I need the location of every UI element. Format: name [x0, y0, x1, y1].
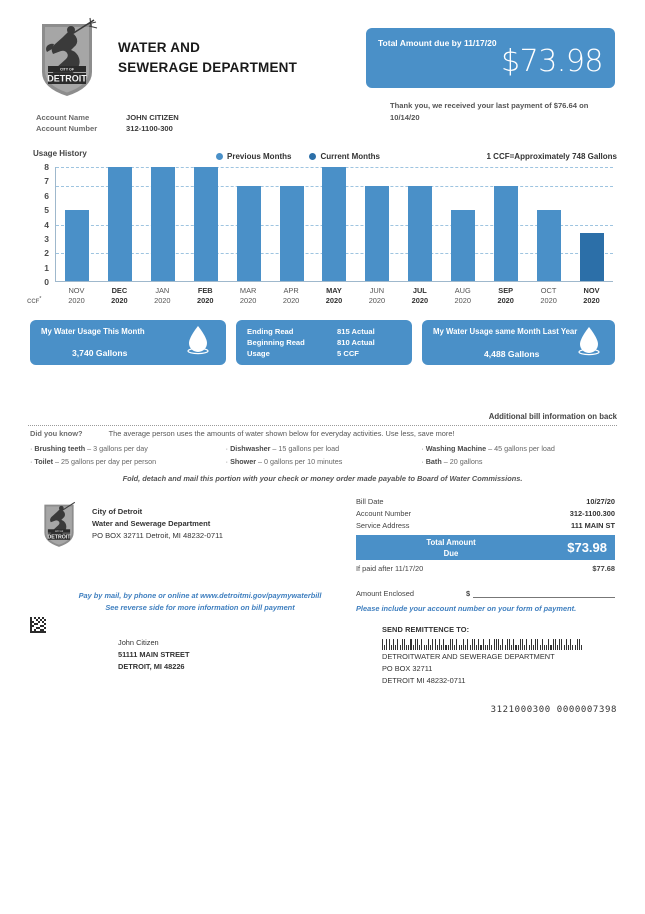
department-title	[118, 38, 297, 77]
water-fact-name: Toilet	[34, 457, 54, 467]
chart-bar-cell	[185, 167, 228, 282]
svg-text:CITY OF: CITY OF	[54, 530, 64, 533]
remittance-line2: PO BOX 32711	[382, 663, 433, 673]
stub-bill-row	[356, 520, 615, 532]
total-amount-due-box	[366, 28, 615, 88]
due-by-label: Total Amount due by 11/17/20	[378, 38, 497, 48]
account-number-value: 312-1100-300	[126, 124, 173, 133]
chart-bar	[580, 233, 604, 282]
remittance-line1: DETROITWATER AND SEWERAGE DEPARTMENT	[382, 651, 555, 661]
usage-last-year-title: My Water Usage same Month Last Year	[433, 327, 578, 336]
chart-bar	[237, 186, 261, 282]
chart-bar	[451, 210, 475, 282]
stub-bill-row	[356, 496, 615, 508]
water-fact-item: · Washing Machine – 45 gallons per load	[421, 444, 555, 453]
due-amount-value: $73.98	[501, 44, 603, 79]
chart-legend	[216, 152, 380, 161]
chart-bar	[365, 186, 389, 282]
chart-bar	[322, 167, 346, 282]
water-fact-name: Dishwasher	[230, 444, 271, 453]
department-title-line2: SEWERAGE DEPARTMENT	[118, 59, 298, 75]
stub-sender-line2: Water and Sewerage Department	[92, 519, 211, 529]
stub-bill-label: Account Number	[356, 508, 412, 518]
stub-sender-line3: PO BOX 32711 Detroit, MI 48232-0711	[92, 531, 223, 541]
stub-total-label-line1: Total Amount	[426, 537, 476, 547]
legend-current-months	[309, 152, 380, 161]
chart-bar	[194, 167, 218, 282]
stub-sender-address	[92, 506, 223, 542]
legend-previous-label: Previous Months	[227, 152, 292, 161]
chart-x-label: JAN 2020	[154, 286, 171, 305]
meter-reads-table	[247, 326, 375, 360]
customer-street: 51111 MAIN STREET	[118, 649, 190, 659]
amount-enclosed-input[interactable]	[473, 587, 615, 598]
meter-read-value: 5 CCF	[337, 349, 359, 359]
chart-x-label: NOV 2020	[68, 286, 85, 305]
usage-history-chart	[33, 162, 613, 287]
chart-x-axis-labels	[55, 286, 613, 306]
water-fact-name: Bath	[425, 457, 442, 467]
payment-instructions	[60, 590, 340, 614]
chart-bar-cell	[442, 167, 485, 282]
customer-name: John Citizen	[118, 638, 159, 647]
chart-bar-cell	[142, 167, 185, 282]
meter-read-label: Ending Read	[247, 327, 294, 336]
water-fact-name: Shower	[230, 457, 257, 467]
water-facts-column	[226, 442, 422, 469]
amount-enclosed-dollar-sign: $	[466, 588, 471, 598]
chart-bar-cell	[484, 167, 527, 282]
water-fact-name: Brushing teeth	[34, 444, 86, 453]
water-facts-column	[30, 442, 226, 469]
remittance-line3: DETROIT MI 48232-0711	[382, 675, 466, 685]
chart-y-axis	[33, 162, 53, 287]
water-fact-item: · Dishwasher – 15 gallons per load	[225, 444, 340, 453]
chart-baseline	[56, 281, 613, 282]
chart-bar-cell	[356, 167, 399, 282]
chart-bar	[537, 210, 561, 282]
chart-y-tick: 7	[44, 176, 49, 187]
include-account-number-note: Please include your account number on your form of payment.	[356, 604, 577, 613]
stub-total-label	[396, 537, 506, 560]
account-info	[36, 113, 179, 135]
account-number-label: Account Number	[36, 124, 98, 133]
did-you-know-label: Did you know?	[30, 429, 83, 438]
legend-dot-previous-icon	[216, 153, 223, 160]
chart-y-tick: 5	[44, 205, 49, 216]
chart-y-tick: 4	[44, 219, 49, 230]
water-fact-item: · Brushing teeth – 3 gallons per day	[30, 444, 148, 453]
water-fact-item: · Bath – 20 gallons	[421, 457, 483, 467]
usage-this-month-amount: 3,740 Gallons	[72, 348, 128, 358]
payment-instructions-line2: See reverse side for more information on bill payment	[105, 602, 295, 612]
stub-total-amount-bar	[356, 535, 615, 560]
stub-sender-line1: City of Detroit	[92, 507, 143, 516]
city-of-detroit-seal-icon	[28, 16, 106, 98]
chart-unit-label: CCF*	[27, 296, 42, 305]
water-fact-name: Washing Machine	[425, 444, 487, 453]
meter-read-label: Beginning Read	[247, 338, 305, 348]
chart-bar-cell	[227, 167, 270, 282]
svg-text:DETROIT: DETROIT	[47, 534, 71, 541]
stub-late-amount-row	[356, 564, 615, 573]
water-drop-icon	[186, 325, 210, 360]
usage-history-title: Usage History	[33, 149, 87, 158]
ocr-scanline: 3121000300 0000007398	[490, 705, 617, 715]
chart-x-label: JUL 2020	[411, 286, 429, 305]
water-fact-detail: – 3 gallons per day	[85, 444, 148, 453]
usage-this-month-box	[30, 320, 226, 365]
water-fact-detail: – 0 gallons per 10 minutes	[256, 457, 343, 467]
water-facts-column	[421, 442, 617, 469]
stub-bill-details	[356, 496, 615, 598]
water-fact-detail: – 25 gallons per day per person	[53, 457, 157, 467]
meter-read-row	[247, 337, 375, 348]
water-fact-item: · Shower – 0 gallons per 10 minutes	[225, 457, 343, 467]
fold-instruction: Fold, detach and mail this portion with your check or money order made payable to Board of Water Commissions.	[122, 474, 523, 483]
datamatrix-code-icon	[30, 617, 46, 633]
stub-bill-rows	[356, 496, 615, 532]
chart-bar-cell	[99, 167, 142, 282]
chart-x-label: OCT 2020	[540, 286, 557, 305]
chart-bar	[108, 167, 132, 282]
usage-last-year-amount: 4,488 Gallons	[484, 349, 540, 359]
water-fact-item: · Toilet – 25 gallons per day per person	[30, 457, 157, 467]
chart-x-label: FEB 2020	[197, 286, 214, 305]
did-you-know-section	[30, 429, 617, 469]
chart-bar-cell	[570, 167, 613, 282]
chart-bar	[65, 210, 89, 282]
account-name-row	[36, 113, 179, 122]
customer-citystate: DETROIT, MI 48226	[118, 661, 185, 671]
meter-read-row	[247, 326, 375, 337]
legend-current-label: Current Months	[320, 152, 381, 161]
additional-info-note: Additional bill information on back	[488, 412, 617, 421]
water-fact-detail: – 45 gallons per load	[486, 444, 555, 453]
account-name-value: JOHN CITIZEN	[126, 113, 179, 122]
chart-y-tick: 2	[44, 248, 49, 259]
meter-read-label: Usage	[247, 349, 270, 359]
chart-x-label: SEP 2020	[497, 286, 514, 305]
chart-x-label: MAY 2020	[325, 286, 343, 305]
chart-y-tick: 1	[44, 262, 49, 273]
svg-text:CITY OF: CITY OF	[59, 67, 75, 72]
chart-x-label: JUN 2020	[368, 286, 386, 305]
did-you-know-header	[30, 429, 617, 438]
chart-y-tick: 0	[44, 277, 49, 287]
chart-x-label: MAR 2020	[239, 286, 257, 305]
remittance-heading: SEND REMITTENCE TO:	[382, 625, 470, 634]
chart-y-tick: 8	[44, 162, 49, 172]
chart-y-tick: 6	[44, 190, 49, 201]
chart-x-label: DEC 2020	[111, 286, 128, 305]
meter-reads-box	[236, 320, 412, 365]
water-fact-detail: – 15 gallons per load	[270, 444, 340, 453]
chart-bar	[280, 186, 304, 282]
chart-bar-cell	[270, 167, 313, 282]
stub-total-value: $73.98	[567, 539, 607, 555]
last-payment-note: Thank you, we received your last payment of $76.64 on 10/14/20	[390, 101, 589, 122]
department-title-line1: WATER AND	[118, 40, 201, 55]
chart-bar-cell	[527, 167, 570, 282]
stub-city-of-detroit-seal-icon	[36, 500, 82, 548]
stub-late-value: $77.68	[592, 563, 615, 573]
stub-bill-value: 111 MAIN ST	[571, 520, 615, 530]
meter-read-value: 815 Actual	[337, 327, 375, 336]
amount-enclosed-label: Amount Enclosed	[356, 588, 414, 598]
chart-bar-cell	[56, 167, 99, 282]
chart-bar	[408, 186, 432, 282]
chart-bars	[56, 167, 613, 282]
stub-total-label-line2: Due	[443, 549, 459, 559]
chart-x-label: AUG 2020	[454, 286, 471, 305]
stub-bill-row	[356, 508, 615, 520]
stub-bill-value: 10/27/20	[586, 497, 615, 506]
postnet-barcode-icon	[382, 638, 582, 650]
stub-bill-label: Bill Date	[356, 497, 384, 506]
water-fact-detail: – 20 gallons	[441, 457, 483, 467]
chart-bar	[494, 186, 518, 282]
did-you-know-intro: The average person uses the amounts of water shown below for everyday activities. Use less, save more!	[108, 429, 455, 438]
payment-instructions-line1: Pay by mail, by phone or online at www.detroitmi.gov/paymywaterbill	[78, 591, 322, 600]
account-name-label: Account Name	[36, 113, 90, 122]
account-number-row	[36, 124, 179, 133]
stub-bill-value: 312-1100.300	[569, 508, 615, 518]
stub-bill-label: Service Address	[356, 520, 410, 530]
svg-text:DETROIT: DETROIT	[47, 73, 87, 84]
amount-enclosed-row	[356, 587, 615, 598]
usage-last-year-box	[422, 320, 615, 365]
meter-read-value: 810 Actual	[337, 338, 375, 348]
chart-plot-area	[55, 167, 613, 282]
chart-bar-cell	[313, 167, 356, 282]
chart-x-label: APR 2020	[282, 286, 300, 305]
chart-y-tick: 3	[44, 233, 49, 244]
meter-read-row	[247, 348, 375, 359]
water-facts-grid	[30, 442, 617, 469]
facts-divider	[28, 425, 617, 426]
usage-this-month-title: My Water Usage This Month	[41, 327, 145, 336]
chart-x-label: NOV 2020	[583, 286, 600, 305]
chart-bar	[151, 167, 175, 282]
stub-late-label: If paid after 11/17/20	[356, 563, 424, 573]
remittance-address	[382, 624, 582, 687]
water-drop-icon	[577, 326, 601, 361]
customer-address	[118, 637, 189, 673]
legend-previous-months	[216, 152, 291, 161]
chart-bar-cell	[399, 167, 442, 282]
ccf-conversion-note: 1 CCF=Approximately 748 Gallons	[486, 152, 617, 161]
legend-dot-current-icon	[309, 153, 316, 160]
